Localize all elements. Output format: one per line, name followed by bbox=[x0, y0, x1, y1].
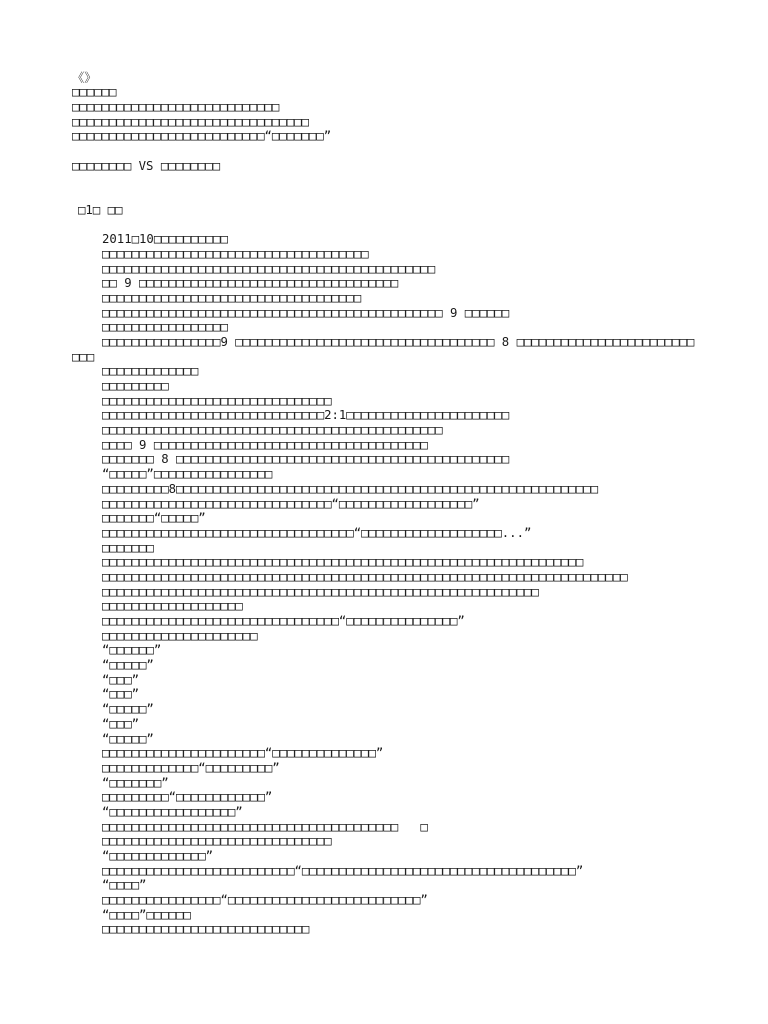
body-line: □□□□□□□□□□□□□□□□□□□□□□“□□□□□□□□□□□□□□” bbox=[102, 746, 384, 761]
subtitle: □□□□□□□□ VS □□□□□□□□ bbox=[72, 158, 221, 173]
body-line: □□□□ 9 □□□□□□□□□□□□□□□□□□□□□□□□□□□□□□□□□□□□□ bbox=[102, 437, 428, 452]
blank-line bbox=[0, 173, 768, 188]
body-line: □□□□□□□□□□□□□□□□□□□ bbox=[102, 599, 243, 614]
body-line: □□□□□□□□□ bbox=[102, 379, 169, 394]
body-line: □□□□□□□ 8 □□□□□□□□□□□□□□□□□□□□□□□□□□□□□□□□□□□□□□□□□□□□□ bbox=[102, 452, 510, 467]
blank-line bbox=[0, 144, 768, 159]
body-line: “□□□□□□□□□□□□□□□□□” bbox=[102, 804, 243, 819]
body-line: □□□□□□□□□□□□□□□□□□□□□□□□□□□□□□□□□□“□□□□□□□□□□□□□□□□□□□...” bbox=[102, 525, 532, 540]
body-line: “□□□” bbox=[102, 687, 140, 702]
body-line: □□□□□□□□□□□□□□□□“□□□□□□□□□□□□□□□□□□□□□□□□□□” bbox=[102, 893, 428, 908]
body-line: □□□□□□□□□□□□□□□□9 □□□□□□□□□□□□□□□□□□□□□□□□□□□□□□□□□□□ 8 □□□□□□□□□□□□□□□□□□□□□□□□ bbox=[102, 334, 695, 349]
body-line: □□□□□□□□□□□□□□□□□□□□□□□□□□“□□□□□□□□□□□□□□□□□□□□□□□□□□□□□□□□□□□□□” bbox=[102, 863, 584, 878]
body-line: □□□□□□□□□□□□□□□□□□□□□□□□□□□□ bbox=[102, 922, 310, 937]
body-line-wrap: □□□ bbox=[72, 349, 95, 364]
body-line: “□□□□□□” bbox=[102, 643, 162, 658]
body-line: “□□□□□□□” bbox=[102, 775, 169, 790]
header-line: □□□□□□□□□□□□□□□□□□□□□□□□□□□□ bbox=[72, 99, 280, 114]
body-line: □□□□□□□□□□□□□□□□□□□□□□□□□□□□□□□□□□□□□□□□□□□□□□□□□□□□□□□□□□□□□□□□□ bbox=[102, 555, 584, 570]
blank-line bbox=[0, 217, 768, 232]
body-line: □□□□□□□“□□□□□” bbox=[102, 511, 206, 526]
body-line: □□□□□□□□□□□□□□□□□□□□□□□□□□□□□□□□□□□□□□□□□□□□□□□□□□□□□□□□□□□□□□□□□□□□□□□ bbox=[102, 569, 628, 584]
header-line: □□□□□□□□□□□□□□□□□□□□□□□□□□“□□□□□□□” bbox=[72, 129, 332, 144]
body-line: □□□□□□□□□□□□□□□□□□□□□□□□□□□□□□□□“□□□□□□□□□□□□□□□” bbox=[102, 614, 465, 629]
body-line: “□□□□□” bbox=[102, 731, 154, 746]
body-line: □□ 9 □□□□□□□□□□□□□□□□□□□□□□□□□□□□□□□□□□□ bbox=[102, 276, 399, 291]
body-line: □□□□□□□□□□□□□ bbox=[102, 364, 199, 379]
body-line: □□□□□□□□□“□□□□□□□□□□□□” bbox=[102, 790, 273, 805]
body-line: □□□□□□□□□□□□□□□□□□□□□□□□□□□□□□□□□□□□□□□□□□□□□□ bbox=[102, 423, 443, 438]
body-line: □□□□□□□□□□□□□“□□□□□□□□□” bbox=[102, 760, 280, 775]
body-line: □□□□□□□□□8□□□□□□□□□□□□□□□□□□□□□□□□□□□□□□□□□□□□□□□□□□□□□□□□□□□□□□□□□ bbox=[102, 481, 599, 496]
header-line: 《》 bbox=[72, 70, 97, 85]
body-line: □□□□□□□□□□□□□□□□□□□□□□□□□□□□□□□ bbox=[102, 834, 332, 849]
body-line: □□□□□□□□□□□□□□□□□□□□□□□□□□□□□□□□□□□□□□□□□□□□□ bbox=[102, 261, 436, 276]
body-line: □□□□□□□□□□□□□□□□□□□□□□□□□□□□□□□□□□□□□□□□□□□□□□ 9 □□□□□□ bbox=[102, 305, 510, 320]
body-line: □□□□□□□ bbox=[102, 540, 154, 555]
body-line: “□□□□□”□□□□□□□□□□□□□□□□ bbox=[102, 467, 273, 482]
body-line: “□□□” bbox=[102, 716, 140, 731]
header-line: □□□□□□□□□□□□□□□□□□□□□□□□□□□□□□□□ bbox=[72, 114, 309, 129]
body-line: □□□□□□□□□□□□□□□□□□□□□□□□□□□□□□□□□□□ bbox=[102, 290, 362, 305]
body-line: □□□□□□□□□□□□□□□□□□□□□□□□□□□□□□□ bbox=[102, 393, 332, 408]
section-heading: □1□ □□ bbox=[78, 202, 123, 217]
body-line: “□□□□□” bbox=[102, 702, 154, 717]
body-line: □□□□□□□□□□□□□□□□□□□□□□□□□□□□□□□□□□□□□□□□□□□□□□□□□□□□□□□□□□□ bbox=[102, 584, 539, 599]
body-line: “□□□” bbox=[102, 672, 140, 687]
header-line: □□□□□□ bbox=[72, 85, 117, 100]
body-line: □□□□□□□□□□□□□□□□□□□□□ bbox=[102, 628, 258, 643]
body-line: □□□□□□□□□□□□□□□□□□□□□□□□□□□□□□□□□□□□□□□□ □ bbox=[102, 819, 428, 834]
body-line: “□□□□□” bbox=[102, 658, 154, 673]
body-line: “□□□□” bbox=[102, 878, 147, 893]
body-line: □□□□□□□□□□□□□□□□□□□□□□□□□□□□□□□□□□□□ bbox=[102, 246, 369, 261]
body-line: “□□□□□□□□□□□□□” bbox=[102, 849, 214, 864]
body-line: “□□□□”□□□□□□ bbox=[102, 907, 191, 922]
body-line: 2011□10□□□□□□□□□□ bbox=[102, 232, 228, 247]
blank-line bbox=[0, 188, 768, 203]
body-line: □□□□□□□□□□□□□□□□□□□□□□□□□□□□□□2:1□□□□□□□□□□□□□□□□□□□□□□ bbox=[102, 408, 510, 423]
body-line: □□□□□□□□□□□□□□□□□□□□□□□□□□□□□□□“□□□□□□□□□□□□□□□□□□” bbox=[102, 496, 480, 511]
body-line: □□□□□□□□□□□□□□□□□ bbox=[102, 320, 228, 335]
